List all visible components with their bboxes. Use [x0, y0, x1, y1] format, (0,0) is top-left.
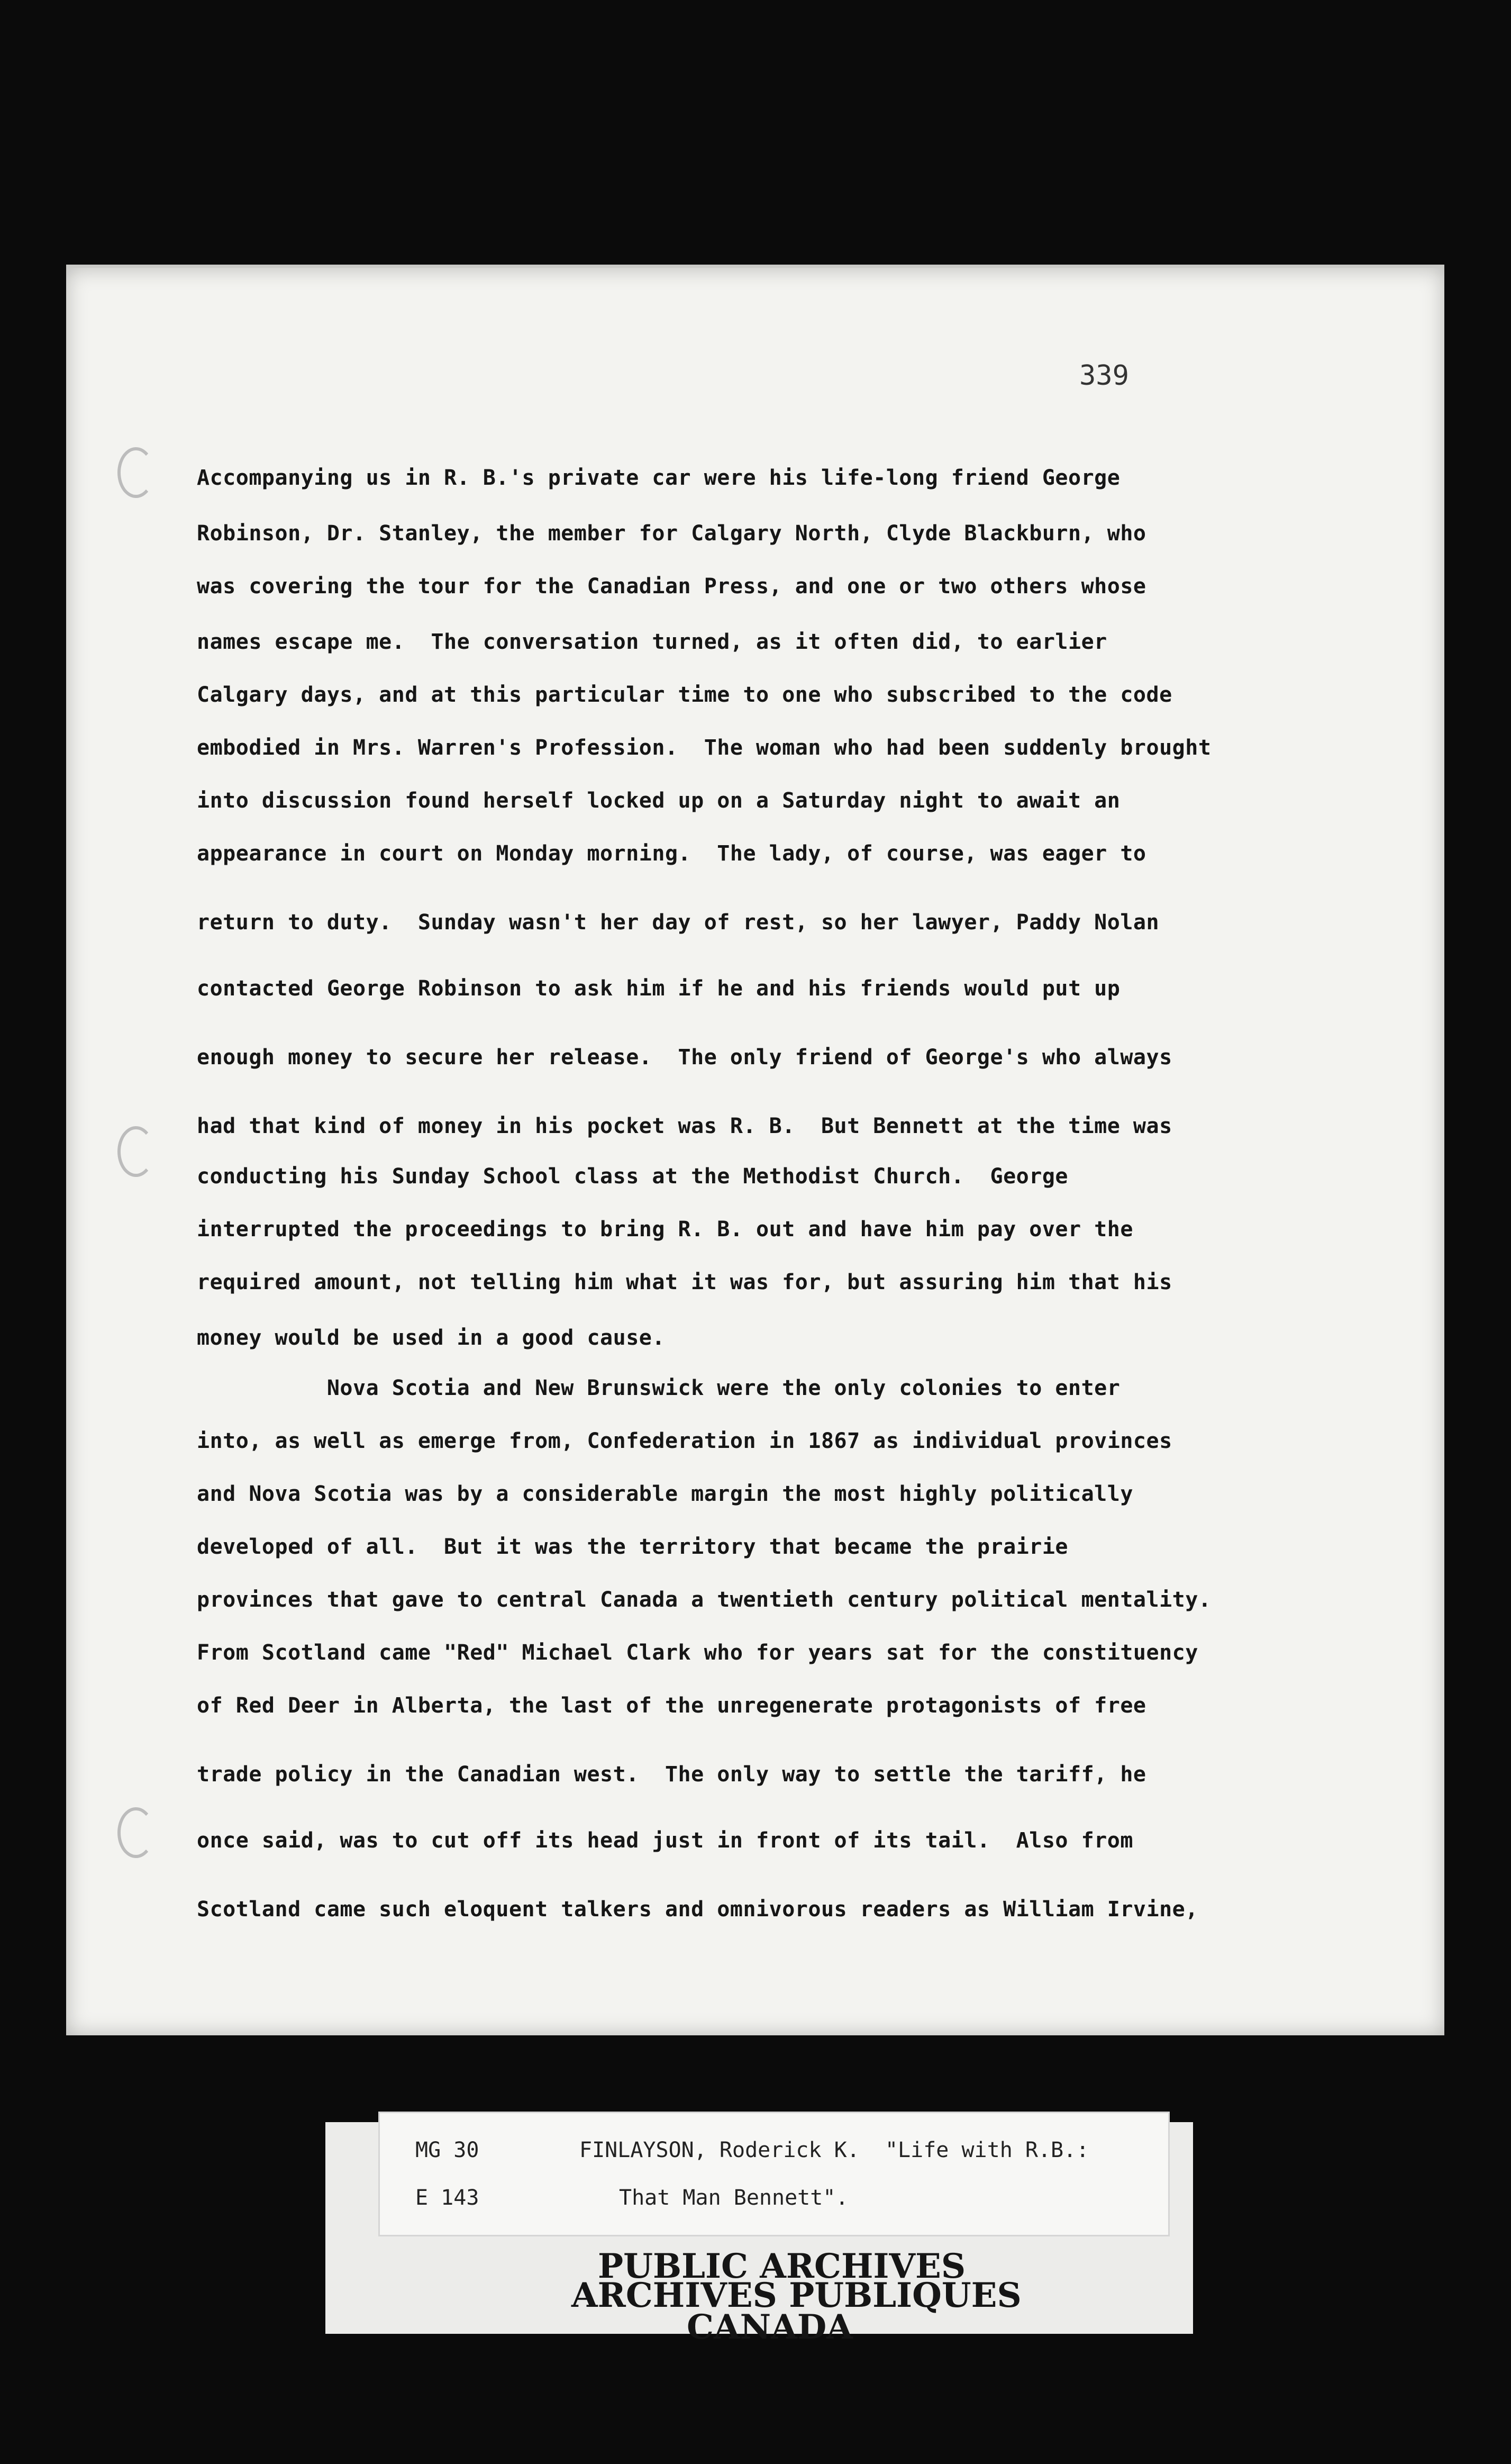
- text-line: money would be used in a good cause.: [197, 1326, 665, 1350]
- text-line: into, as well as emerge from, Confederation in 1867 as individual provinces: [197, 1429, 1172, 1453]
- text-line: return to duty. Sunday wasn't her day of rest, so her lawyer, Paddy Nolan: [197, 910, 1160, 935]
- punch-hole-top: [117, 447, 154, 498]
- text-line: required amount, not telling him what it was for, but assuring him that his: [197, 1270, 1172, 1294]
- text-line: once said, was to cut off its head just in front of its tail. Also from: [197, 1828, 1133, 1853]
- text-line: contacted George Robinson to ask him if he and his friends would put up: [197, 976, 1121, 1001]
- archive-stamp-line3: CANADA: [687, 2307, 853, 2347]
- text-line: Calgary days, and at this particular time to one who subscribed to the code: [197, 683, 1172, 707]
- punch-hole-bottom: [117, 1807, 154, 1858]
- text-line: From Scotland came "Red" Michael Clark who for years sat for the constituency: [197, 1641, 1198, 1665]
- text-line: names escape me. The conversation turned, as it often did, to earlier: [197, 630, 1107, 654]
- page-number: 339: [1079, 360, 1129, 392]
- text-line: provinces that gave to central Canada a twentieth century political mentality.: [197, 1588, 1212, 1612]
- archive-stamp-line2: ARCHIVES PUBLIQUES: [571, 2276, 1022, 2315]
- archive-title-line2: That Man Bennett".: [619, 2186, 849, 2210]
- text-line: embodied in Mrs. Warren's Profession. The woman who had been suddenly brought: [197, 736, 1212, 760]
- text-line: appearance in court on Monday morning. The lady, of course, was eager to: [197, 841, 1146, 866]
- text-line: interrupted the proceedings to bring R. B. out and have him pay over the: [197, 1217, 1133, 1242]
- archive-title-line1: FINLAYSON, Roderick K. "Life with R.B.:: [579, 2138, 1089, 2162]
- text-line: conducting his Sunday School class at the Methodist Church. George: [197, 1164, 1068, 1189]
- text-line: Scotland came such eloquent talkers and omnivorous readers as William Irvine,: [197, 1897, 1198, 1922]
- text-line: of Red Deer in Alberta, the last of the unregenerate protagonists of free: [197, 1693, 1146, 1718]
- text-line: developed of all. But it was the territory that became the prairie: [197, 1535, 1068, 1559]
- text-line: into discussion found herself locked up on a Saturday night to await an: [197, 789, 1121, 813]
- text-line: Accompanying us in R. B.'s private car were his life-long friend George: [197, 466, 1121, 490]
- punch-hole-middle: [117, 1126, 154, 1177]
- text-line: trade policy in the Canadian west. The only way to settle the tariff, he: [197, 1762, 1146, 1787]
- text-line: enough money to secure her release. The only friend of George's who always: [197, 1045, 1172, 1070]
- archive-collection: MG 30: [415, 2138, 479, 2162]
- archive-reference-card: [378, 2112, 1170, 2236]
- archive-volume: E 143: [415, 2186, 479, 2210]
- text-line: had that kind of money in his pocket was R. B. But Bennett at the time was: [197, 1114, 1172, 1138]
- text-line: and Nova Scotia was by a considerable margin the most highly politically: [197, 1482, 1133, 1506]
- text-line: Nova Scotia and New Brunswick were the only colonies to enter: [197, 1376, 1121, 1400]
- archive-stamp-line1: PUBLIC ARCHIVES: [598, 2246, 966, 2286]
- text-line: Robinson, Dr. Stanley, the member for Calgary North, Clyde Blackburn, who: [197, 521, 1146, 546]
- text-line: was covering the tour for the Canadian Press, and one or two others whose: [197, 574, 1146, 599]
